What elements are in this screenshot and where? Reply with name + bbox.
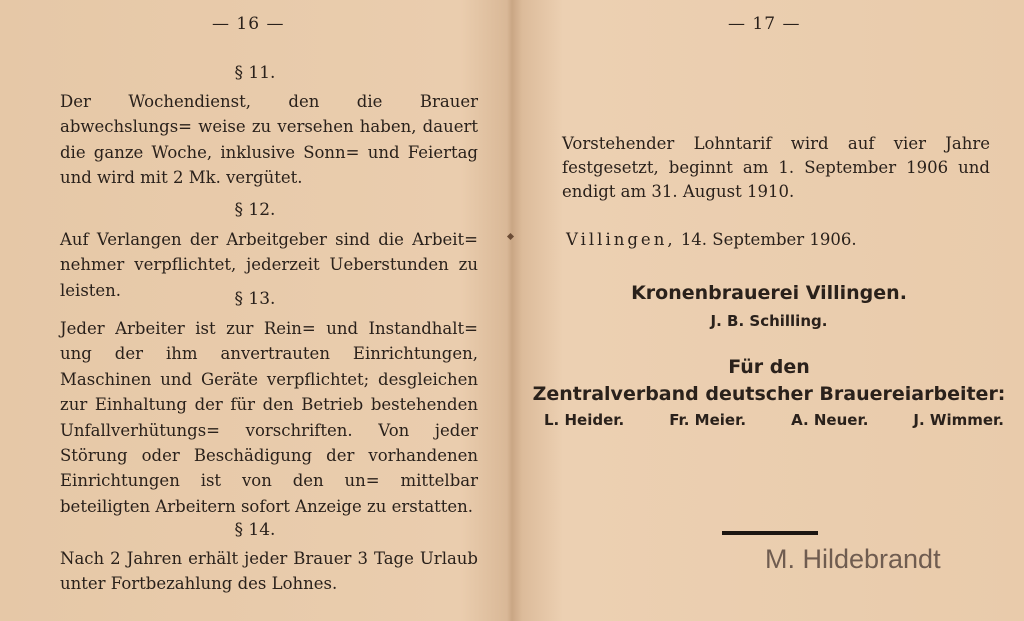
person-signature: J. B. Schilling. bbox=[710, 312, 828, 330]
union-names bbox=[544, 411, 1004, 429]
left-page bbox=[0, 0, 510, 621]
date: 14. September 1906. bbox=[680, 230, 857, 249]
section-heading: § 13. bbox=[234, 289, 276, 309]
section-heading: § 14. bbox=[234, 520, 276, 540]
union-line-1: Für den bbox=[728, 356, 810, 378]
place-date bbox=[566, 230, 857, 249]
tariff-paragraph: Vorstehender Lohntarif wird auf vier Jahre festgesetzt, beginnt am 1. September 1906 und endigt am 31. August 1910. bbox=[562, 134, 990, 201]
section-text: Jeder Arbeiter ist zur Rein= und Instandhalt= ung der ihm anvertrauten Einrichtungen, Maschinen und Geräte verpflichtet; desgleichen zur Einhaltung der für den Betrieb bestehenden Unfallverhütungs= vorschriften. Von jeder Störung oder Beschädigung der vorhandenen Einrichtungen ist von den un= mittelbar beteiligten Arbeitern sofort Anzeige zu erstatten. bbox=[60, 319, 478, 516]
section-text: Nach 2 Jahren erhält jeder Brauer 3 Tage Urlaub unter Fortbezahlung des Lohnes. bbox=[60, 549, 478, 594]
section-text: Auf Verlangen der Arbeitgeber sind die Arbeit= nehmer verpflichtet, jederzeit Ueberstunden zu leisten. bbox=[60, 230, 478, 300]
section-heading: § 12. bbox=[234, 200, 276, 220]
place-name: Villingen, bbox=[566, 230, 676, 249]
watermark: M. Hildebrandt bbox=[765, 544, 941, 574]
page-number: — 17 — bbox=[728, 14, 801, 34]
section-heading: § 11. bbox=[234, 63, 276, 83]
union-name: L. Heider. bbox=[544, 411, 625, 429]
section-text: Der Wochendienst, den die Brauer abwechslungs= weise zu versehen haben, dauert die ganze Woche, inklusive Sonn= und Feiertag und wird mit 2 Mk. vergütet. bbox=[60, 92, 478, 188]
right-page bbox=[514, 0, 1024, 621]
union-name: Fr. Meier. bbox=[669, 411, 747, 429]
union-name: J. Wimmer. bbox=[913, 411, 1004, 429]
union-name: A. Neuer. bbox=[791, 411, 869, 429]
union-line-2: Zentralverband deutscher Brauereiarbeiter: bbox=[532, 383, 1006, 405]
company-signature: Kronenbrauerei Villingen. bbox=[631, 282, 907, 304]
page-number: — 16 — bbox=[212, 14, 285, 34]
closing-rule bbox=[722, 531, 818, 535]
